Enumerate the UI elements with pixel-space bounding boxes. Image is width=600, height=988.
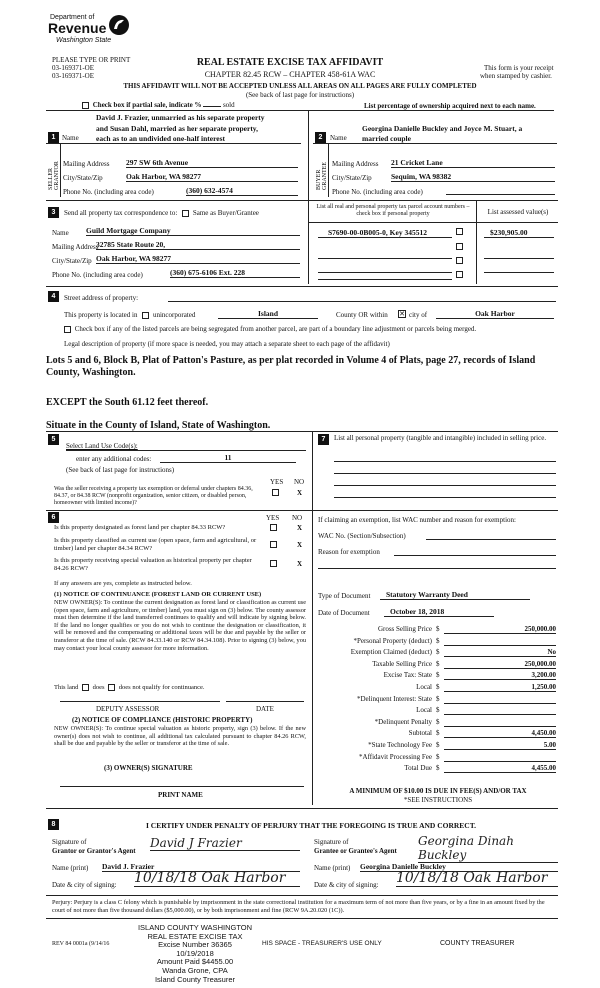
buyer-name-label: Name bbox=[330, 134, 347, 142]
dollar-sign: $ bbox=[436, 625, 440, 633]
stamp-line-3: Excise Number 36365 bbox=[158, 940, 232, 950]
sec3-city[interactable]: Oak Harbor, WA 98277 bbox=[96, 254, 300, 264]
owner-signature-line[interactable] bbox=[60, 786, 304, 787]
segregated-label: Check box if any of the listed parcels are being segregated from another parcel, are part of a boundary line adjustment or parcels being merged. bbox=[74, 325, 477, 333]
sec6-question-1: Is this property designated as forest land per chapter 84.33 RCW? bbox=[54, 524, 226, 531]
stamp-line-2: REAL ESTATE EXCISE TAX bbox=[147, 931, 243, 941]
tax-row-label: Taxable Selling Price bbox=[372, 659, 432, 668]
seller-phone-label: Phone No. (including area code) bbox=[63, 188, 154, 196]
tax-row-value[interactable]: No bbox=[444, 648, 556, 657]
if-yes-text: If any answers are yes, complete as instructed below. bbox=[54, 580, 192, 587]
section-5-badge: 5 bbox=[48, 434, 59, 445]
assessor-date-label: DATE bbox=[256, 705, 274, 713]
tax-row-value[interactable]: 250,000.00 bbox=[444, 660, 556, 669]
located-label: This property is located in bbox=[64, 311, 138, 319]
grantor-date-city[interactable]: 10/18/18 Oak Harbor bbox=[134, 870, 300, 887]
tax-row-value[interactable] bbox=[444, 637, 556, 646]
parcel-personal-checkbox-3[interactable] bbox=[456, 257, 463, 264]
within-city-checkbox[interactable]: ✕ bbox=[399, 310, 405, 318]
seller-city[interactable]: Oak Harbor, WA 98277 bbox=[126, 172, 298, 182]
seller-name-label: Name bbox=[62, 134, 79, 142]
reason-field-2[interactable] bbox=[318, 568, 556, 569]
buyer-city-label: City/State/Zip bbox=[332, 174, 372, 182]
deputy-assessor-label: DEPUTY ASSESSOR bbox=[96, 705, 160, 713]
sec3-mailing[interactable]: 32785 State Route 20, bbox=[96, 240, 300, 250]
form-revision: REV 84 0001a (9/14/16 bbox=[52, 941, 110, 947]
personal-property-label: List all personal property (tangible and intangible) included in selling price. bbox=[334, 434, 547, 442]
tax-row-label: Excise Tax: State bbox=[383, 671, 432, 680]
unincorporated-label: unincorporated bbox=[152, 311, 196, 319]
grantor-sig-label-2: Grantor or Grantor's Agent bbox=[52, 847, 136, 855]
land-use-label: Select Land Use Code(s): bbox=[66, 442, 138, 450]
tax-row-label: *Delinquent Penalty bbox=[374, 717, 432, 726]
buyer-phone-label: Phone No. (including area code) bbox=[332, 188, 423, 196]
tax-row-label: *Affidavit Processing Fee bbox=[359, 752, 432, 761]
unincorporated-checkbox[interactable] bbox=[142, 312, 149, 319]
form-code-1: 03-169371-OE bbox=[52, 64, 94, 72]
legal-description-1[interactable]: Lots 5 and 6, Block B, Plat of Patton's Pasture, as per plat recorded in Volume 4 of Plats, page 27, records of Island County, Washington. bbox=[46, 355, 536, 378]
additional-codes-label: enter any additional codes: bbox=[76, 455, 152, 463]
grantee-sig-label-2: Grantee or Grantee's Agent bbox=[314, 847, 397, 855]
segregated-checkbox[interactable] bbox=[64, 326, 71, 333]
notice-2-body: NEW OWNER(S): To continue special valuation as historic property, sign (3) below. If the new owner(s) does not wish to continue, all additional tax calculated pursuant to chapter 84.26 RCW, shall be due and payable by the seller or transferor at the time of sale. bbox=[54, 725, 306, 748]
land-use-code[interactable]: 11 bbox=[160, 453, 296, 463]
buyer-mailing-label: Mailing Address bbox=[332, 160, 379, 168]
personal-property-line-3[interactable] bbox=[334, 485, 556, 486]
dollar-sign: $ bbox=[436, 648, 440, 657]
grantor-name[interactable]: David J. Frazier bbox=[102, 862, 300, 872]
dollar-sign: $ bbox=[436, 694, 440, 703]
buyer-city[interactable]: Sequim, WA 98382 bbox=[391, 172, 555, 182]
stamp-line-1: ISLAND COUNTY WASHINGTON bbox=[137, 923, 253, 932]
tax-row-value[interactable]: 1,250.00 bbox=[444, 683, 556, 692]
dollar-sign: $ bbox=[436, 659, 440, 668]
legal-description-label: Legal description of property (if more space is needed, you may attach a separate sheet to each page of the affidavit) bbox=[64, 340, 390, 348]
dollar-sign: $ bbox=[436, 741, 440, 749]
stamp-line-5: Amount Paid $4455.00 bbox=[156, 957, 234, 967]
dollar-sign: $ bbox=[436, 706, 440, 715]
tax-row-value[interactable]: 5.00 bbox=[444, 741, 556, 750]
legal-description-2[interactable]: EXCEPT the South 61.12 feet thereof. bbox=[46, 397, 209, 408]
parcel-line-4[interactable] bbox=[318, 279, 452, 280]
tax-row bbox=[318, 637, 558, 648]
sec6-q3-answer[interactable]: X bbox=[297, 560, 303, 568]
tax-row-value[interactable] bbox=[444, 718, 556, 727]
stamp-line-4: 10/19/2018 bbox=[176, 948, 214, 958]
certify-text: I CERTIFY UNDER PENALTY OF PERJURY THAT THE FOREGOING IS TRUE AND CORRECT. bbox=[146, 821, 477, 830]
buyer-side-label: BUYER GRANTEE bbox=[316, 162, 328, 190]
buyer-name-line-2[interactable]: married couple bbox=[362, 134, 411, 143]
form-title: REAL ESTATE EXCISE TAX AFFIDAVIT bbox=[196, 57, 384, 68]
dollar-sign: $ bbox=[436, 636, 440, 645]
personal-property-line-4[interactable] bbox=[334, 497, 556, 498]
buyer-name-line-1[interactable]: Georgina Danielle Buckley and Joyce M. Stuart, a bbox=[362, 124, 523, 133]
seller-side-label: SELLER GRANTOR bbox=[48, 161, 60, 190]
section-4-badge: 4 bbox=[48, 291, 59, 302]
sec5-q1-yes-checkbox[interactable] bbox=[272, 489, 279, 496]
grantee-date-city[interactable]: 10/18/18 Oak Harbor bbox=[396, 870, 558, 887]
tax-row-label: Local bbox=[416, 706, 432, 715]
seller-phone[interactable]: (360) 632-4574 bbox=[186, 186, 298, 196]
grantee-sig-label-1: Signature of bbox=[314, 838, 349, 846]
tax-row-value[interactable] bbox=[444, 753, 556, 762]
assessed-line-2[interactable] bbox=[484, 251, 554, 259]
sec3-phone[interactable]: (360) 675-6106 Ext. 228 bbox=[170, 268, 300, 278]
assessed-line-1 bbox=[484, 237, 554, 238]
assessed-value[interactable]: $230,905.00 bbox=[490, 228, 528, 237]
tax-row bbox=[318, 671, 558, 682]
tax-row-label: Gross Selling Price bbox=[377, 625, 432, 633]
section-1-badge: 1 bbox=[48, 132, 59, 143]
parcel-line-3[interactable] bbox=[318, 265, 452, 273]
revenue-logo bbox=[48, 14, 138, 54]
sec6-question-3: Is this property receiving special valuation as historical property per chapter 84.26 RCW? bbox=[54, 557, 252, 572]
doc-date[interactable]: October 18, 2018 bbox=[384, 607, 494, 617]
tax-row bbox=[318, 718, 558, 729]
land-use-select[interactable] bbox=[66, 450, 306, 451]
tax-row-value[interactable]: 4,455.00 bbox=[444, 764, 556, 773]
tax-row-label: *Delinquent Interest: State bbox=[356, 694, 432, 703]
assessed-header: List assessed value(s) bbox=[487, 208, 549, 216]
tax-row bbox=[318, 648, 558, 659]
this-land-label: This land bbox=[54, 684, 79, 691]
form-code-2: 03-169371-OE bbox=[52, 72, 94, 80]
send-correspondence-row bbox=[64, 209, 259, 217]
section-2-badge: 2 bbox=[315, 132, 326, 143]
section-3-badge: 3 bbox=[48, 207, 59, 218]
sec3-mailing-label: Mailing Address bbox=[52, 243, 99, 251]
buyer-phone[interactable] bbox=[446, 186, 555, 195]
dollar-sign: $ bbox=[436, 729, 440, 738]
section-8-badge: 8 bbox=[48, 819, 59, 830]
warning-text: THIS AFFIDAVIT WILL NOT BE ACCEPTED UNLESS ALL AREAS ON ALL PAGES ARE FULLY COMPLETED bbox=[123, 82, 477, 90]
receipt-note-1: This form is your receipt bbox=[484, 64, 554, 72]
tax-row-label: Subtotal bbox=[408, 729, 432, 738]
wac-field[interactable] bbox=[426, 539, 556, 540]
street-address-field[interactable] bbox=[168, 293, 556, 302]
dollar-sign: $ bbox=[436, 671, 440, 680]
excise-stamp bbox=[128, 924, 262, 984]
assessed-line-3[interactable] bbox=[484, 265, 554, 273]
dollar-sign: $ bbox=[436, 764, 440, 773]
personal-property-line-2[interactable] bbox=[334, 473, 556, 474]
tax-row-label: *State Technology Fee bbox=[368, 741, 432, 749]
county-field[interactable]: Island bbox=[218, 309, 318, 319]
section-7-badge: 7 bbox=[318, 434, 329, 445]
reason-field[interactable] bbox=[394, 555, 556, 556]
please-type: PLEASE TYPE OR PRINT bbox=[52, 56, 131, 64]
assessor-date-line[interactable] bbox=[226, 701, 304, 702]
dollar-sign: $ bbox=[436, 683, 440, 691]
sec6-q2-answer[interactable]: X bbox=[297, 541, 303, 549]
tax-row-value[interactable] bbox=[444, 695, 556, 704]
wac-label: WAC No. (Section/Subsection) bbox=[318, 532, 406, 540]
same-as-buyer-label: Same as Buyer/Grantee bbox=[192, 209, 259, 217]
sec5-no-header: NO bbox=[294, 478, 305, 486]
sec6-q3-yes-checkbox[interactable] bbox=[270, 560, 277, 567]
grantee-signature[interactable]: Georgina Dinah Buckley bbox=[418, 834, 558, 863]
parcel-line-2[interactable] bbox=[318, 251, 452, 259]
form-chapter: CHAPTER 82.45 RCW – CHAPTER 458-61A WAC bbox=[204, 70, 376, 79]
tax-row bbox=[318, 695, 558, 706]
logo-dept-text: Department of bbox=[50, 14, 95, 21]
tax-row-value[interactable] bbox=[444, 706, 556, 715]
county-treasurer-label: COUNTY TREASURER bbox=[440, 940, 515, 947]
see-back-text: (See back of last page for instructions) bbox=[245, 91, 355, 99]
see-instructions-text: *SEE INSTRUCTIONS bbox=[403, 796, 473, 804]
sec6-q1-answer[interactable]: X bbox=[297, 524, 303, 532]
seller-city-label: City/State/Zip bbox=[63, 174, 103, 182]
tax-row bbox=[318, 683, 558, 694]
partial-sale-checkbox[interactable] bbox=[82, 102, 89, 109]
segregated-row bbox=[64, 325, 558, 333]
seller-name-line-2[interactable]: and Susan Dahl, married as her separate property, bbox=[96, 124, 259, 133]
notice-2-title: (2) NOTICE OF COMPLIANCE (HISTORIC PROPERTY) bbox=[72, 716, 253, 724]
grantee-date-label: Date & city of signing: bbox=[314, 881, 379, 889]
sec5-q1-answer[interactable]: X bbox=[297, 489, 303, 497]
tax-row-label: *Personal Property (deduct) bbox=[353, 636, 432, 645]
parcel-personal-checkbox-4[interactable] bbox=[456, 271, 463, 278]
dollar-sign: $ bbox=[436, 717, 440, 726]
tax-row-value[interactable]: 4,450.00 bbox=[444, 729, 556, 738]
grantor-signature[interactable]: David J Frazier bbox=[150, 836, 300, 851]
county-or-label: County OR within bbox=[336, 311, 388, 319]
tax-row bbox=[318, 764, 558, 775]
stamp-line-6: Wanda Grone, CPA bbox=[162, 965, 228, 975]
notice-3-title: (3) OWNER(S) SIGNATURE bbox=[104, 764, 193, 772]
doc-type[interactable]: Statutory Warranty Deed bbox=[380, 590, 530, 600]
logo-state-text: Washington State bbox=[56, 37, 112, 44]
notice-1-body: NEW OWNER(S): To continue the current designation as forest land or classification as current use (open space, farm and agriculture, or timber) land, you must sign on (3) below. The county assessor must then determine if the land transferred continues to qualify and will indicate by signing below. If the land no longer qualifies or you do not wish to continue the designation or classification, it will be removed and the compensating or additional taxes will be due and payable by the seller or transferor at the time of sale. (RCW 84.33.140 or RCW 84.34.108). Prior to signing (3) below, you may contact your local county assessor for more information. bbox=[54, 599, 306, 652]
grantor-name-label: Name (print) bbox=[52, 864, 89, 872]
deputy-assessor-line[interactable] bbox=[60, 701, 220, 702]
sec6-yes-header: YES bbox=[266, 514, 280, 522]
notice-1-title: (1) NOTICE OF CONTINUANCE (FOREST LAND OR CURRENT USE) bbox=[54, 591, 262, 598]
tax-row bbox=[318, 729, 558, 740]
tax-row bbox=[318, 660, 558, 671]
sec3-name-label: Name bbox=[52, 229, 69, 237]
personal-property-line-1[interactable] bbox=[334, 461, 556, 462]
qualify-row bbox=[54, 684, 205, 691]
tax-row-label: Local bbox=[416, 683, 432, 691]
tax-row-label: Exemption Claimed (deduct) bbox=[350, 648, 432, 657]
tax-row-label: Total Due bbox=[404, 764, 432, 773]
dollar-sign: $ bbox=[436, 752, 440, 761]
tax-row-value[interactable]: 250,000.00 bbox=[444, 625, 556, 634]
parcel-personal-checkbox-1[interactable] bbox=[456, 228, 463, 235]
does-checkbox[interactable] bbox=[82, 684, 89, 691]
doc-type-label: Type of Document bbox=[318, 592, 371, 600]
parcel-number[interactable]: S7690-00-0B005-0, Key 345512 bbox=[328, 228, 427, 237]
sold-label: sold bbox=[222, 101, 235, 109]
parcel-personal-checkbox-2[interactable] bbox=[456, 243, 463, 250]
exemption-label: If claiming an exemption, list WAC number and reason for exemption: bbox=[318, 516, 516, 524]
grantor-date-label: Date & city of signing: bbox=[52, 881, 117, 889]
partial-sale-row bbox=[82, 101, 235, 109]
seller-name-line-1[interactable]: David J. Frazier, unmarried as his separate property bbox=[96, 113, 265, 122]
sec3-phone-label: Phone No. (including area code) bbox=[52, 271, 143, 279]
seller-mailing[interactable]: 297 SW 6th Avenue bbox=[126, 158, 298, 168]
print-name-label: PRINT NAME bbox=[158, 791, 203, 799]
logo-mark-icon bbox=[108, 14, 130, 36]
minimum-due-text: A MINIMUM OF $10.00 IS DUE IN FEE(S) AND/OR TAX bbox=[349, 787, 527, 795]
tax-row-value[interactable]: 3,200.00 bbox=[444, 671, 556, 680]
legal-description-3[interactable]: Situate in the County of Island, State of Washington. bbox=[46, 420, 271, 431]
sec6-q2-yes-checkbox[interactable] bbox=[270, 541, 277, 548]
parcel-line-1 bbox=[318, 237, 452, 238]
grantee-name-label: Name (print) bbox=[314, 864, 351, 872]
sec5-yes-header: YES bbox=[270, 478, 284, 486]
section-6-badge: 6 bbox=[48, 512, 59, 523]
logo-revenue-text: Revenue bbox=[48, 20, 107, 36]
sec6-no-header: NO bbox=[292, 514, 303, 522]
tax-row bbox=[318, 706, 558, 717]
perjury-text: Perjury: Perjury is a class C felony which is punishable by imprisonment in the state correctional institution for a maximum term of not more than five years, or by a fine in an amount fixed by the court of not more than five thousand dollars ($5,000.00), or by both imprisonment and fine (RCW 9A.20.020 (1C)). bbox=[52, 899, 545, 914]
partial-sale-blank[interactable] bbox=[203, 106, 221, 107]
seller-mailing-label: Mailing Address bbox=[63, 160, 110, 168]
buyer-mailing[interactable]: 21 Cricket Lane bbox=[391, 158, 555, 168]
sec6-question-2: Is this property classified as current use (open space, farm and agricultural, or timber) land per chapter 84.34 RCW? bbox=[54, 537, 257, 552]
reason-label: Reason for exemption bbox=[318, 548, 380, 556]
stamp-line-7: Island County Treasurer bbox=[154, 974, 236, 984]
city-of-label: city of bbox=[409, 311, 428, 319]
same-as-buyer-checkbox[interactable] bbox=[182, 210, 189, 217]
partial-sale-label: Check box if partial sale, indicate % bbox=[92, 101, 202, 109]
does-not-checkbox[interactable] bbox=[108, 684, 115, 691]
street-address-label: Street address of property: bbox=[64, 294, 139, 302]
sec6-q1-yes-checkbox[interactable] bbox=[270, 524, 277, 531]
list-percentage-text: List percentage of ownership acquired next to each name. bbox=[364, 102, 536, 110]
sec5-see-back: (See back of last page for instructions) bbox=[66, 466, 175, 474]
sec3-city-label: City/State/Zip bbox=[52, 257, 92, 265]
tax-row bbox=[318, 753, 558, 764]
located-row bbox=[64, 311, 195, 319]
sec3-name[interactable]: Guild Mortgage Company bbox=[86, 226, 300, 236]
sec5-question-1: Was the seller receiving a property tax exemption or deferral under chapters 84.36, 84.37, or 84.38 RCW (nonprofit organization, senior citizen, or disabled person, homeowner with limited income)? bbox=[54, 486, 253, 506]
receipt-note-2: when stamped by cashier. bbox=[480, 72, 552, 80]
does-not-label: does not qualify for continuance. bbox=[118, 684, 205, 691]
grantee-name[interactable]: Georgina Danielle Buckley bbox=[360, 862, 558, 872]
doc-date-label: Date of Document bbox=[318, 609, 370, 617]
city-field[interactable]: Oak Harbor bbox=[436, 309, 554, 319]
parcel-header: List all real and personal property tax parcel account numbers – check box if personal property bbox=[316, 204, 470, 217]
tax-row bbox=[318, 741, 558, 752]
tax-row bbox=[318, 625, 558, 636]
does-label: does bbox=[92, 684, 105, 691]
send-correspondence-label: Send all property tax correspondence to: bbox=[64, 209, 178, 217]
seller-name-line-3[interactable]: each as to an undivided one-half interest bbox=[96, 134, 226, 143]
grantor-sig-label-1: Signature of bbox=[52, 838, 87, 846]
treasurer-use-text: HIS SPACE - TREASURER'S USE ONLY bbox=[262, 940, 382, 947]
